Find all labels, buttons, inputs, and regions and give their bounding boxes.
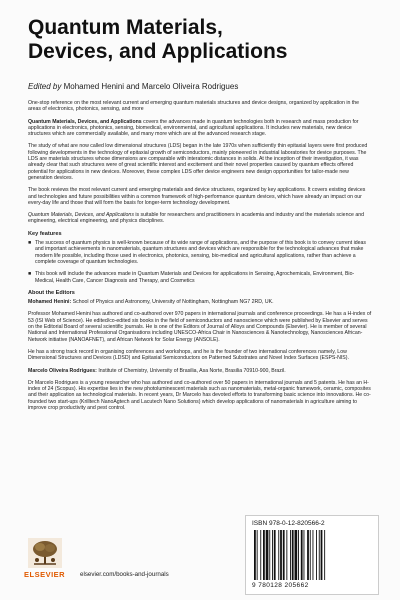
henini-affil-text: School of Physics and Astronomy, University of Nottingham, Nottingham NG7 2RD, UK. [71,299,274,306]
isbn-digits: 9 780128 205662 [252,582,309,589]
book-title-italic: Quantum Materials, Devices, and Applications [28,212,134,219]
bullet-icon: ■ [28,271,32,278]
henini-bio-1: Professor Mohamed Henini has authored and co-authored over 970 papers in international journals and conference proceedings. He has a H-index of 53 (ISI Web of Science). He edited/co-edited six books in the field of semiconductors and nanoscience which were published by Elsevier and serves on the Editorial Board of several scientific journals. He is one of the Editors of Journal of Alloys and Compounds (Elsevier). He is member of several National and International Professional Organisations including UNESCO-Africa Chair in Nanosciences & Nanotechnology, Nanosciences African-Network initiative (NANOAFNET), and African Network for Solar Energy (ANSOLE). [28,311,372,343]
title-line-1: Quantum Materials, [28,16,223,39]
publisher-name: ELSEVIER [24,570,66,579]
about-editors-heading: About the Editors [28,289,75,296]
book-title [28,16,287,64]
book-title-bold: Quantum Materials, Devices, and Applications [28,118,142,125]
isbn-label: ISBN 978-0-12-820566-2 [252,520,325,527]
rodrigues-affiliation [28,368,372,374]
key-feature-item [28,271,372,284]
editors-prefix: Edited by [28,82,62,91]
paragraph-1-text: covers the advances made in quantum technologies both in research and mass production for applications in electronics, photonics, sensing, biomedical, environmental, and agricultural applications. It includes new materials, new device structures which are commercially available, and many more which are at the advanced research stage. [28,118,359,138]
paragraph-3: The book reviews the most relevant current and emerging materials and device structures, organized by key applications. It covers existing devices and technologies and future possibilities within a common framework of high-performance quantum devices, which have already an impact on our every-day life and those that will form the basis for longer-term technology development. [28,187,366,206]
paragraph-4-text: is suitable for researchers and practitioners in academia and industry and the materials science and engineering, electrical engineering, and physics disciplines. [28,212,365,225]
elsevier-tree-logo-icon [28,538,62,568]
key-feature-item [28,240,372,265]
rodrigues-bio: Dr Marcelo Rodrigues is a young researcher who has authored and co-authored over 50 papers in international journals and 5 patents. He has an H-index of 24 (Scopus). His expertise lies in the new photoluminescent materials such as nanomaterials, metal-organic framework, ceramic, composites and their application as technological materials. In recent years, Dr Marcelo has devoted efforts to transforming basic science into innovations. He co-founded two start-ups (Krilltech NanoAgtech and Lacutech Nano Solutions) which develop applications of nanomaterials in agriculture aiming to improve crop productivity and pest control. [28,379,371,411]
key-feature-text: The success of quantum physics is well-known because of its wide range of applications, and the purpose of this book is to convey current ideas and important achievements in nanomaterials, quantum structures and devices which are responsible for the technological advances that make modern life possible, including those used in electronics, photonics, sensing, bio-medical and agricultural applications, rather than achieve a complete coverage of quantum technologies. [35,240,367,265]
rodrigues-affil-text: Institute of Chemistry, University of Brasilia, Asa Norte, Brasilia 70910-900, Brazil. [96,367,286,374]
title-line-2: Devices, and Applications [28,40,288,63]
henini-name: Mohamed Henini: [28,299,72,306]
publisher-url[interactable]: elsevier.com/books-and-journals [80,571,169,578]
rodrigues-name: Marcelo Oliveira Rodrigues: [28,367,97,374]
editors-line [28,82,238,91]
henini-bio-2: He has a strong track record in organising conferences and workshops, and he is the founder of two international conferences namely, Low Dimensional Structures and Devices (LDSD) and Epitaxial Semiconductors on Patterned Substrates and Novel Index Surfaces (ESPS-NIS). [28,348,349,362]
key-features-heading: Key features [28,230,62,237]
paragraph-4 [28,212,372,225]
paragraph-1 [28,119,372,138]
isbn-barcode-box [245,515,379,595]
paragraph-2: The study of what are now called low dimensional structures (LDS) began in the late 1970s when sufficiently thin epitaxial layers were first produced following developments in the technology of epitaxial growth of semiconductors, mainly pioneered in industrial laboratories for device purposes. The LDS are materials structures whose dimensions are comparable with interatomic distances in solids. At the inception of their investigation, it was already clear that such structures were of great scientific interest and excitement and their novel properties caused by quantum effects offered potential for applications in new devices. Moreover, these complex LDS offer device engineers new design opportunities for tailor-made new generation devices. [28,143,368,181]
editors-names: Mohamed Henini and Marcelo Oliveira Rodrigues [61,82,239,91]
henini-affiliation [28,299,372,305]
description-body [28,100,372,417]
bullet-icon: ■ [28,240,32,247]
barcode-icon [252,530,372,582]
key-feature-text: This book will include the advances made in Quantum Materials and Devices for applications in Sensing, Agrochemicals, Environment, Bio-Medical, Health Care, Cancer Diagnosis and Therapy, and Cosmetics [35,271,355,284]
intro-paragraph: One-stop reference on the most relevant current and emerging quantum materials structures and device designs, organized by application in the areas of electronics, photonics, sensing, and more [28,100,360,113]
